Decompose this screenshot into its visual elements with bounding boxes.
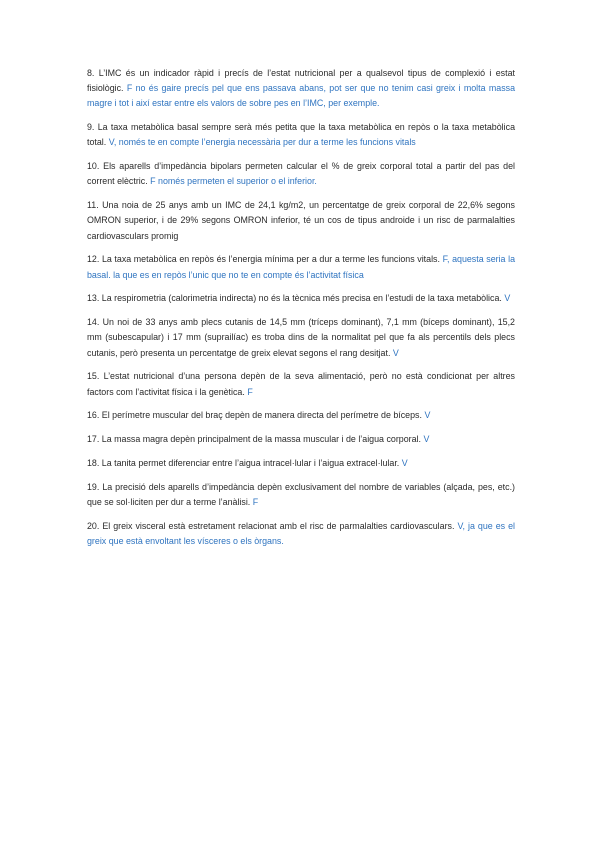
answer: V: [401, 458, 408, 468]
question-11: [87, 198, 515, 244]
statement: 16. El perímetre muscular del braç depèn de manera directa del perímetre de bíceps.: [87, 410, 422, 421]
statement: 13. La respirometria (calorimetria indirecta) no és la tècnica més precisa en l’estudi de la taxa metabòlica.: [87, 293, 502, 304]
question-16: [87, 408, 515, 423]
answer: V, només te en compte l’energia necessària per dur a terme les funcions vitals: [108, 137, 416, 148]
statement: 9. La taxa metabòlica basal sempre serà més petita que la taxa metabòlica en repòs o la taxa metabòlica total.: [87, 122, 515, 148]
statement: 8. L’IMC és un indicador ràpid i precís de l’estat nutricional per a qualsevol tipus de complexió i estat fisiològic.: [87, 68, 515, 94]
answer: V, ja que es el greix que està envoltant les vísceres o els òrgans.: [87, 520, 515, 546]
question-9: [87, 120, 515, 150]
answer: F: [247, 386, 253, 397]
answer: V: [424, 410, 431, 421]
statement: 15. L’estat nutricional d’una persona depèn de la seva alimentació, però no està condicionat per altres factors com l’activitat física i la genètica.: [87, 371, 515, 397]
statement: 14. Un noi de 33 anys amb plecs cutanis de 14,5 mm (tríceps dominant), 7,1 mm (bíceps dominant), 15,2 mm (subescapular) i 17 mm (suprailíac) es troba dins de la normalitat pel que fa als percentils dels plecs cutanis, però presenta un percentatge de greix elevat segons el rang desitjat.: [87, 317, 515, 358]
statement: 10. Els aparells d’impedància bipolars permeten calcular el % de greix corporal total a partir del pas del corrent elèctric.: [87, 161, 515, 187]
statement: 11. Una noia de 25 anys amb un IMC de 24,1 kg/m2, un percentatge de greix corporal de 22,6% segons OMRON superior, i de 29% segons OMRON inferior, té un cos de tipus androide i un risc de parmalalties cardiovasculars promig: [87, 200, 515, 241]
statement: 19. La precisió dels aparells d’impedància depèn exclusivament del nombre de variables (alçada, pes, etc.) que se sol·liciten per dur a terme l’anàlisi.: [87, 481, 515, 507]
statement: 20. El greix visceral està estretament relacionat amb el risc de parmalalties cardiovasculars.: [87, 520, 455, 531]
answer: F: [252, 497, 259, 507]
answer: V: [504, 293, 511, 304]
answer: V: [392, 347, 399, 358]
statement: 17. La massa magra depèn principalment de la massa muscular i de l’aigua corporal.: [87, 434, 421, 445]
question-8: [87, 66, 515, 112]
question-15: [87, 369, 515, 399]
statement: 12. La taxa metabòlica en repòs és l’energia mínima per a dur a terme les funcions vitals.: [87, 254, 440, 265]
answer: V: [423, 434, 430, 445]
question-10: [87, 159, 515, 189]
answer: F no és gaire precís pel que ens passava abans, pot ser que no tenim casi greix i molta massa magre i tot i així estar entre els valors de sobre pes en l’IMC, per exemple.: [87, 83, 515, 109]
question-14: [87, 315, 515, 361]
answer: F, aquesta seria la basal. la que es en repòs l’unic que no te en compte és l’activitat física: [87, 254, 516, 280]
answer: F només permeten el superior o el inferior.: [150, 176, 317, 187]
question-12: [87, 252, 515, 282]
question-19: [87, 480, 515, 510]
question-17: [87, 432, 515, 447]
question-18: [87, 456, 515, 471]
question-13: [87, 291, 515, 306]
statement: 18. La tanita permet diferenciar entre l’aigua intracel·lular i l’aigua extracel·lular.: [87, 458, 400, 468]
question-20: [87, 519, 515, 549]
